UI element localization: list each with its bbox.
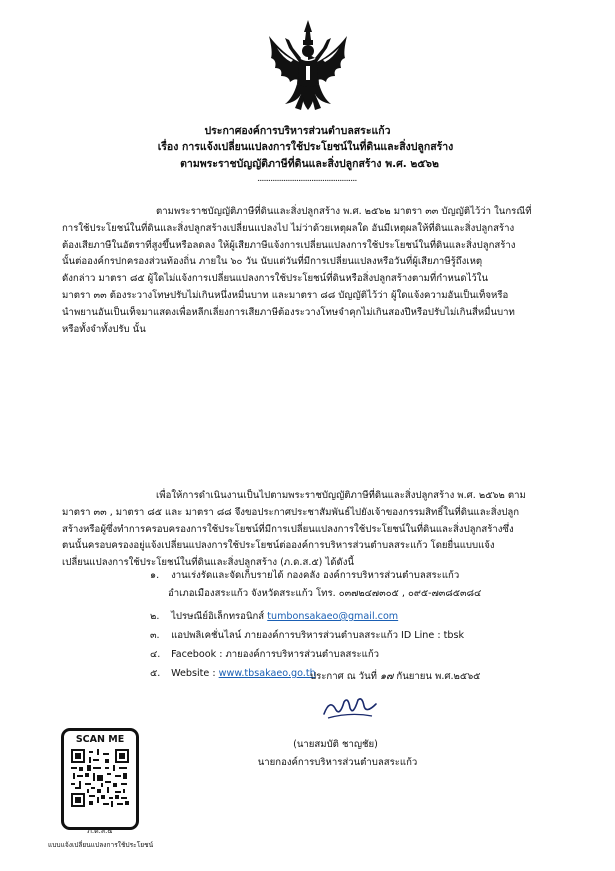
website-label: Website : — [171, 668, 216, 679]
date-prefix: ประกาศ ณ วันที่ — [310, 671, 377, 682]
paragraph-legal-basis — [62, 204, 562, 338]
date-day: ๑๗ — [380, 671, 394, 682]
line-text: แอปพลิเคชั่นไลน์ ภายองค์การบริหารส่วนตำบลสระแก้ว ID Line : tbsk — [171, 630, 465, 641]
garuda-emblem-icon — [263, 18, 353, 116]
signature-icon — [320, 692, 380, 722]
list-number: ๓. — [150, 630, 160, 641]
signer-name: (นายสมบัติ ชาญชัย) — [293, 739, 378, 750]
paragraph-line: ตามพระราชบัญญัติภาษีที่ดินและสิ่งปลูกสร้าง พ.ศ. ๒๕๖๒ มาตรา ๓๓ บัญญัติไว้ว่า ในกรณีที่ — [156, 206, 532, 217]
list-number: ๒. — [150, 611, 160, 622]
qr-code-icon[interactable] — [71, 749, 129, 807]
paragraph-line: นั้นต่อองค์กรปกครองส่วนท้องถิ่น ภายใน ๖๐ วัน นับแต่วันที่มีการเปลี่ยนแปลงหรือวันที่ผู้เสียภาษีรู้ถึงเหตุ — [62, 256, 483, 268]
email-link[interactable]: tumbonsakaeo@gmail.com — [267, 611, 399, 622]
paragraph-line: มาตรา ๓๓ , มาตรา ๘๕ และ มาตรา ๘๘ จึงขอประกาศประชาสัมพันธ์ไปยังเจ้าของกรรมสิทธิ์ในที่ดินและสิ่งปลูก — [62, 506, 520, 518]
announcement-date — [310, 669, 480, 684]
paragraph-line: ตนนั้นครอบครองอยู่แจ้งเปลี่ยนแปลงการใช้ประโยชน์ต่อองค์การบริหารส่วนตำบลสระแก้ว โดยยื่นแบบแจ้ง — [62, 540, 495, 552]
channel-item-facebook — [150, 645, 570, 664]
announcement-subject: เรื่อง การแจ้งเปลี่ยนแปลงการใช้ประโยชน์ในที่ดินและสิ่งปลูกสร้าง — [157, 141, 454, 153]
list-number: ๕. — [150, 668, 161, 679]
paragraph-instructions — [62, 488, 562, 572]
paragraph-line: หรือทั้งจำทั้งปรับ นั้น — [62, 323, 146, 335]
signer-position: นายกองค์การบริหารส่วนตำบลสระแก้ว — [257, 757, 418, 768]
office-address-phone: อำเภอเมืองสระแก้ว จังหวัดสระแก้ว โทร. ๐๓๗๒๔๗๓๐๕ , ๐๙๕-๗๓๘๕๓๘๔ — [168, 588, 482, 599]
email-label: ไปรษณีย์อิเล็กทรอนิกส์ — [171, 611, 265, 622]
paragraph-line: เปลี่ยนแปลงการใช้ประโยชน์ในที่ดินและสิ่งปลูกสร้าง (ภ.ด.ส.๕) ได้ดังนี้ — [62, 557, 354, 569]
list-number: ๑. — [150, 570, 160, 581]
paragraph-line: สร้างหรือผู้ซึ่งทำการครอบครองการใช้ประโยชน์ที่มีการเปลี่ยนแปลงการใช้ประโยชน์ในที่ดินและสิ่งปลูกสร้างซึ่ง — [62, 523, 514, 535]
announcement-law-reference: ตามพระราชบัญญัติภาษีที่ดินและสิ่งปลูกสร้าง พ.ศ. ๒๕๖๒ — [180, 158, 439, 170]
paragraph-line: มาตรา ๓๓ ต้องระวางโทษปรับไม่เกินหนึ่งหมื่นบาท และมาตรา ๘๘ บัญญัติไว้ว่า ผู้ใดแจ้งความอันเป็นเท็จหรือ — [62, 289, 509, 301]
channel-item-line — [150, 626, 570, 645]
qr-card — [61, 728, 139, 830]
channel-item-email — [150, 607, 570, 626]
paragraph-line: ต้องเสียภาษีในอัตราที่สูงขึ้นหรือลดลง ให้ผู้เสียภาษีแจ้งการเปลี่ยนแปลงการใช้ประโยชน์ในที่ดินและสิ่งปลูกสร้าง — [62, 239, 516, 251]
date-suffix: กันยายน พ.ศ.๒๕๖๕ — [396, 671, 481, 682]
paragraph-line: การใช้ประโยชน์ในที่ดินและสิ่งปลูกสร้างเปลี่ยนแปลงไป ไม่ว่าด้วยเหตุผลใด อันมีเหตุผลให้ที่ดินและสิ่งปลูกสร้าง — [62, 222, 515, 234]
website-link[interactable]: www.tbsakaeo.go.th — [218, 668, 316, 679]
qr-form-code: ภ.ด.ส.๕ — [87, 827, 113, 835]
paragraph-line: เพื่อให้การดำเนินงานเป็นไปตามพระราชบัญญัติภาษีที่ดินและสิ่งปลูกสร้าง พ.ศ. ๒๕๖๒ ตาม — [156, 490, 526, 501]
list-number: ๔. — [150, 649, 161, 660]
announcement-org-title: ประกาศองค์การบริหารส่วนตำบลสระแก้ว — [204, 125, 391, 137]
title-divider: ...................................................... — [257, 174, 357, 184]
channel-item-office — [150, 566, 570, 585]
office-text: งานเร่งรัดและจัดเก็บรายได้ กองคลัง องค์การบริหารส่วนตำบลสระแก้ว — [171, 570, 460, 581]
paragraph-line: ดังกล่าว มาตรา ๘๕ ผู้ใดไม่แจ้งการเปลี่ยนแปลงการใช้ประโยชน์ที่ดินหรือสิ่งปลูกสร้างตามที่กำหนดไว้ใน — [62, 273, 489, 285]
facebook-text: Facebook : ภายองค์การบริหารส่วนตำบลสระแก้ว — [171, 649, 380, 660]
paragraph-line: นำพยานอันเป็นเท็จมาแสดงเพื่อหลีกเลี่ยงการเสียภาษีต้องระวางโทษจำคุกไม่เกินสองปีหรือปรับไม่เกินสี่หมื่นบาท — [62, 306, 515, 318]
qr-caption: แบบแจ้งเปลี่ยนแปลงการใช้ประโยชน์ — [48, 841, 154, 849]
scan-me-label: SCAN ME — [75, 734, 125, 745]
